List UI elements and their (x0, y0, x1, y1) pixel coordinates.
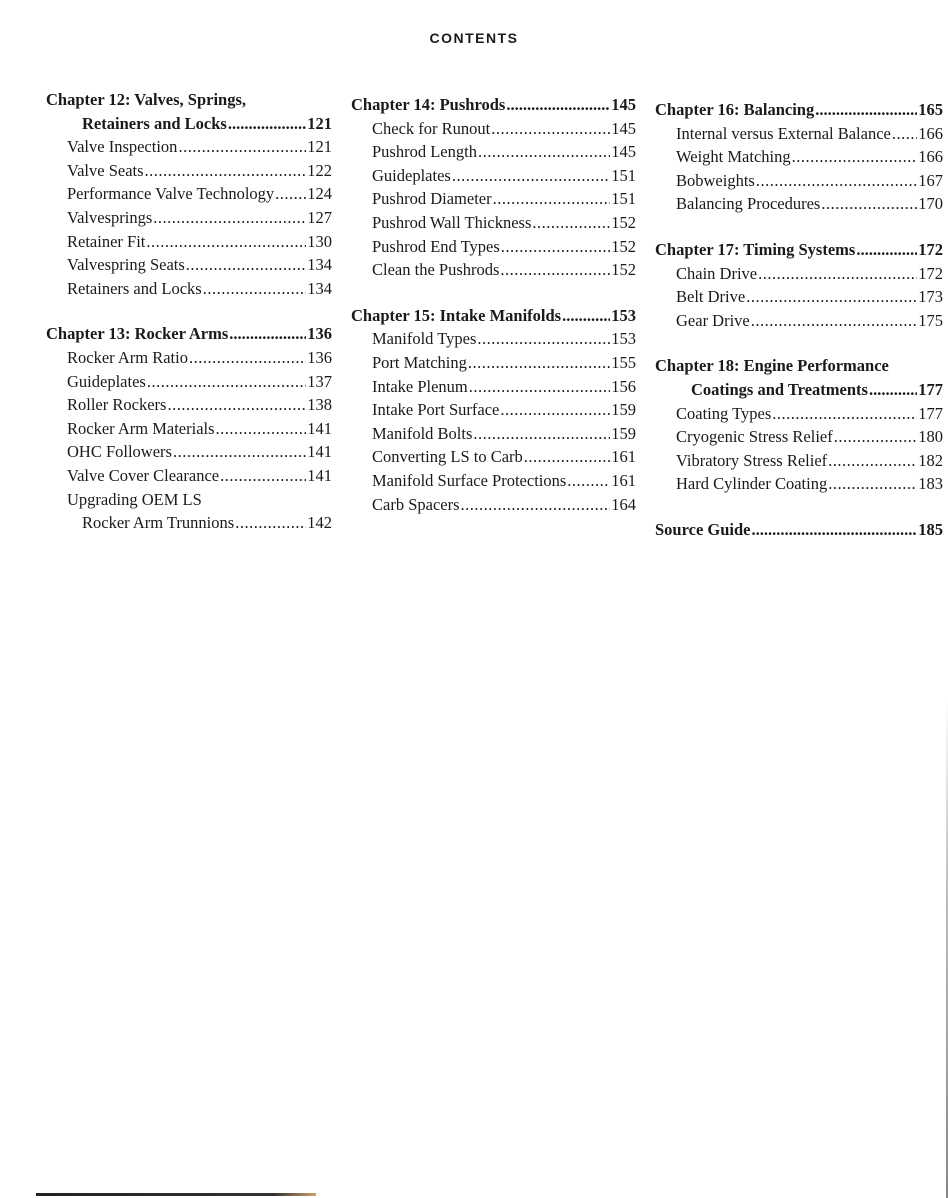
entry-label: Coating Types (676, 403, 772, 423)
entry-label: Rocker Arm Ratio (67, 347, 188, 367)
toc-entry[interactable] (351, 211, 636, 235)
entry-label: Carb Spacers (372, 494, 460, 514)
dot-leader (756, 169, 917, 193)
page-number: 121 (307, 113, 332, 133)
page-number: 159 (611, 400, 636, 420)
page-number: 122 (307, 160, 332, 180)
page-number: 185 (918, 519, 943, 539)
dot-leader (746, 285, 917, 309)
dot-leader (153, 206, 306, 230)
page-number: 142 (307, 513, 332, 533)
dot-leader (493, 187, 611, 211)
toc-entry[interactable] (655, 192, 943, 216)
dot-leader (203, 277, 307, 301)
entry-label: Chain Drive (676, 263, 758, 283)
dot-leader (147, 370, 306, 394)
page-number: 166 (918, 147, 943, 167)
page-number: 161 (611, 470, 636, 490)
entry-label: Manifold Surface Protections (372, 470, 567, 490)
dot-leader (892, 122, 917, 146)
page-number: 177 (918, 403, 943, 423)
toc-entry[interactable] (351, 351, 636, 375)
chapter-12 (46, 88, 332, 300)
chapter-title: Chapter 17: Timing Systems (655, 239, 856, 259)
entry-label: Valve Inspection (67, 137, 178, 157)
chapter-17 (655, 238, 943, 332)
page-number: 137 (307, 371, 332, 391)
toc-column-2 (351, 93, 636, 538)
page-number: 130 (307, 231, 332, 251)
entry-label: Retainer Fit (67, 231, 146, 251)
dot-leader (567, 469, 610, 493)
toc-entry[interactable] (655, 169, 943, 193)
dot-leader (473, 422, 610, 446)
page-number: 170 (918, 194, 943, 214)
entry-label: Internal versus External Balance (676, 123, 891, 143)
page-number: 165 (918, 100, 943, 119)
source-guide-title: Source Guide (655, 519, 751, 539)
page-number: 141 (307, 418, 332, 438)
toc-entry[interactable] (655, 262, 943, 286)
chapter-title-row[interactable] (351, 93, 636, 117)
toc-entry[interactable] (46, 277, 332, 301)
toc-entry[interactable] (655, 122, 943, 146)
page-number: 175 (918, 310, 943, 330)
page-number: 155 (611, 352, 636, 372)
entry-label: Performance Valve Technology (67, 184, 275, 204)
chapter-title: Chapter 18: Engine Performance (655, 356, 889, 376)
dot-leader (178, 135, 306, 159)
toc-entry[interactable] (351, 469, 636, 493)
page-number: 167 (918, 170, 943, 190)
entry-label: Rocker Arm Trunnions (82, 513, 235, 533)
toc-entry[interactable] (46, 159, 332, 183)
page-number: 136 (307, 324, 332, 344)
chapter-16 (655, 98, 943, 216)
dot-leader (146, 230, 306, 254)
toc-entry[interactable] (655, 425, 943, 449)
entry-label: Pushrod Wall Thickness (372, 212, 532, 232)
dot-leader (792, 145, 918, 169)
page-number: 156 (611, 376, 636, 396)
chapter-title-cont: Retainers and Locks (82, 113, 227, 133)
toc-entry[interactable] (655, 145, 943, 169)
chapter-title: Chapter 16: Balancing (655, 100, 815, 119)
dot-leader (491, 117, 610, 141)
toc-entry[interactable] (46, 393, 332, 417)
dot-leader (828, 449, 917, 473)
dot-leader (461, 493, 611, 517)
toc-column-3 (655, 98, 943, 542)
dot-leader (856, 238, 917, 262)
page-number: 138 (307, 395, 332, 415)
entry-label: Intake Port Surface (372, 400, 500, 420)
entry-label: Vibratory Stress Relief (676, 450, 828, 470)
chapter-title-row[interactable] (46, 322, 332, 346)
chapter-title-cont: Coatings and Treatments (691, 379, 868, 399)
dot-leader (828, 472, 917, 496)
dot-leader (501, 235, 610, 259)
page-number: 152 (611, 212, 636, 232)
page-number: 121 (307, 137, 332, 157)
page-number: 153 (611, 305, 636, 325)
dot-leader (220, 464, 306, 488)
dot-leader (500, 398, 610, 422)
page-number: 172 (918, 239, 943, 259)
entry-label: Belt Drive (676, 287, 746, 307)
page-number: 161 (611, 447, 636, 467)
entry-label: Roller Rockers (67, 395, 167, 415)
toc-entry[interactable] (351, 235, 636, 259)
entry-label: Converting LS to Carb (372, 447, 523, 467)
chapter-13 (46, 322, 332, 534)
page-number: 166 (918, 123, 943, 143)
toc-entry[interactable] (351, 493, 636, 517)
page-number: 180 (918, 427, 943, 447)
dot-leader (772, 402, 917, 426)
page-number: 182 (918, 450, 943, 470)
entry-label: Hard Cylinder Coating (676, 474, 828, 494)
chapter-14 (351, 93, 636, 282)
toc-entry[interactable] (351, 398, 636, 422)
toc-entry[interactable] (46, 346, 332, 370)
toc-entry[interactable] (46, 182, 332, 206)
page-number: 145 (611, 95, 636, 114)
page-number: 141 (307, 442, 332, 462)
page-number: 134 (307, 255, 332, 275)
toc-entry[interactable] (351, 140, 636, 164)
chapter-15 (351, 304, 636, 516)
entry-label: Manifold Bolts (372, 423, 473, 443)
toc-entry[interactable] (46, 464, 332, 488)
dot-leader (189, 346, 306, 370)
dot-leader (275, 182, 306, 206)
dot-leader (524, 445, 610, 469)
toc-entry[interactable] (351, 445, 636, 469)
toc-entry[interactable] (46, 135, 332, 159)
entry-label: Balancing Procedures (676, 194, 821, 214)
dot-leader (216, 417, 307, 441)
chapter-18 (655, 354, 943, 496)
entry-label: Rocker Arm Materials (67, 418, 215, 438)
chapter-title: Chapter 12: Valves, Springs, (46, 90, 247, 109)
dot-leader (469, 375, 610, 399)
dot-leader (229, 322, 306, 346)
dot-leader (532, 211, 610, 235)
dot-leader (235, 511, 306, 535)
entry-label: Valve Cover Clearance (67, 465, 220, 485)
toc-entry[interactable] (655, 309, 943, 333)
dot-leader (186, 253, 306, 277)
dot-leader (869, 378, 917, 402)
chapter-title: Chapter 14: Pushrods (351, 95, 506, 114)
dot-leader (834, 425, 918, 449)
entry-label: Gear Drive (676, 310, 750, 330)
dot-leader (452, 164, 610, 188)
page-number: 145 (611, 142, 636, 162)
chapter-title-row[interactable] (46, 112, 332, 136)
dot-leader (167, 393, 306, 417)
toc-entry[interactable] (46, 206, 332, 230)
toc-entry[interactable] (351, 422, 636, 446)
toc-entry[interactable] (655, 402, 943, 426)
page-number: 127 (307, 207, 332, 227)
dot-leader (752, 518, 918, 542)
page-number: 136 (307, 347, 332, 367)
chapter-title-row[interactable] (655, 378, 943, 402)
dot-leader (145, 159, 307, 183)
entry-label: Check for Runout (372, 118, 491, 138)
dot-leader (758, 262, 917, 286)
entry-label: Pushrod Diameter (372, 189, 492, 209)
entry-label: Bobweights (676, 170, 755, 190)
toc-entry[interactable] (46, 440, 332, 464)
chapter-title-row[interactable] (351, 304, 636, 328)
entry-label: Port Matching (372, 352, 467, 372)
entry-label: Intake Plenum (372, 376, 468, 396)
toc-entry[interactable] (46, 370, 332, 394)
page-number: 151 (611, 189, 636, 209)
toc-entry[interactable] (46, 230, 332, 254)
entry-label: Weight Matching (676, 147, 791, 167)
toc-entry[interactable] (655, 449, 943, 473)
entry-label: Valvesprings (67, 207, 153, 227)
toc-entry[interactable] (351, 117, 636, 141)
dot-leader (468, 351, 610, 375)
entry-label: Manifold Types (372, 329, 477, 349)
dot-leader (478, 140, 610, 164)
toc-entry[interactable] (46, 511, 332, 535)
dot-leader (477, 327, 610, 351)
page-title: CONTENTS (429, 30, 519, 46)
entry-label: Pushrod End Types (372, 236, 500, 256)
chapter-title-row[interactable] (655, 238, 943, 262)
page-number: 177 (918, 379, 943, 399)
entry-label: Retainers and Locks (67, 278, 202, 298)
toc-entry[interactable] (46, 253, 332, 277)
page-number: 183 (918, 474, 943, 494)
dot-leader (815, 98, 917, 122)
entry-label: OHC Followers (67, 442, 172, 462)
chapter-title: Chapter 13: Rocker Arms (46, 324, 229, 344)
toc-entry[interactable] (351, 187, 636, 211)
entry-label: Cryogenic Stress Relief (676, 427, 833, 447)
toc-column-1 (46, 88, 332, 557)
entry-label: Guideplates (67, 371, 146, 391)
page-number: 172 (918, 263, 943, 283)
page-number: 124 (307, 184, 332, 204)
dot-leader (506, 93, 610, 117)
page-number: 145 (611, 118, 636, 138)
toc-entry[interactable] (351, 327, 636, 351)
chapter-title-row[interactable] (655, 98, 943, 122)
page-number: 152 (611, 236, 636, 256)
dot-leader (500, 258, 610, 282)
page-number: 134 (307, 278, 332, 298)
scan-edge-bar (36, 1193, 316, 1196)
page-number: 173 (918, 287, 943, 307)
entry-label: Valve Seats (67, 160, 144, 180)
toc-entry[interactable] (351, 258, 636, 282)
chapter-title: Chapter 15: Intake Manifolds (351, 305, 562, 325)
page-number: 164 (611, 494, 636, 514)
source-guide-row[interactable] (655, 518, 943, 542)
toc-entry[interactable] (46, 417, 332, 441)
toc-entry-label-line1: Upgrading OEM LS (67, 489, 202, 509)
entry-label: Pushrod Length (372, 142, 477, 162)
toc-entry[interactable] (351, 375, 636, 399)
page-number: 151 (611, 165, 636, 185)
entry-label: Valvespring Seats (67, 255, 185, 275)
dot-leader (173, 440, 306, 464)
page-number: 152 (611, 260, 636, 280)
entry-label: Guideplates (372, 165, 451, 185)
toc-entry[interactable] (655, 472, 943, 496)
dot-leader (562, 304, 610, 328)
dot-leader (751, 309, 917, 333)
toc-entry[interactable] (351, 164, 636, 188)
dot-leader (821, 192, 917, 216)
entry-label: Clean the Pushrods (372, 260, 500, 280)
toc-entry[interactable] (655, 285, 943, 309)
page-number: 141 (307, 465, 332, 485)
dot-leader (228, 112, 306, 136)
page-number: 153 (611, 329, 636, 349)
page-number: 159 (611, 423, 636, 443)
